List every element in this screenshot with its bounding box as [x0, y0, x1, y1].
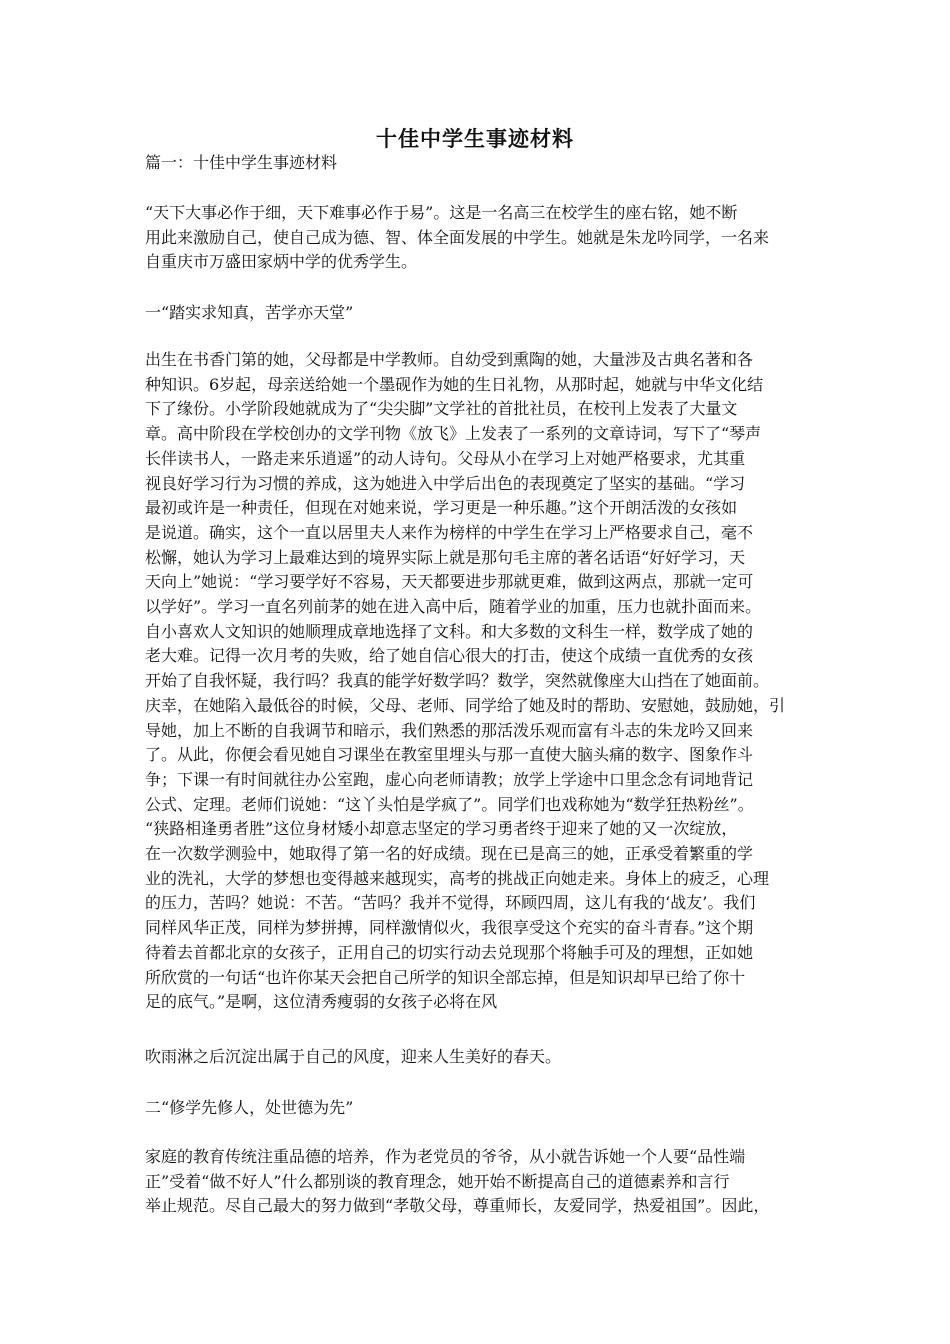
section-heading-2	[145, 1096, 815, 1121]
text-line: 了。从此，你便会看见她自习课坐在教室里埋头与那一直使大脑头痛的数字、图象作斗	[145, 745, 754, 765]
text-line: 家庭的教育传统注重品德的培养，作为老党员的爷爷，从小就告诉她一个人要“品性端	[145, 1147, 746, 1166]
section-heading-text: 二“修学先修人，处世德为先”	[145, 1098, 354, 1117]
text-line: 庆幸，在她陷入最低谷的时候，父母、老师、同学给了她及时的帮助、安慰她，鼓励她，引	[145, 695, 786, 715]
text-line: 同样风华正茂，同样为梦拼搏，同样激情似火，我很享受这个充实的奋斗青春。”这个期	[145, 918, 754, 938]
text-line: 导她，加上不断的自我调节和暗示，我们熟悉的那活泼乐观而富有斗志的朱龙吟又回来	[145, 720, 754, 740]
paragraph-1	[145, 348, 815, 1015]
text-line: 举止规范。尽自己最大的努力做到“孝敬父母，尊重师长，友爱同学，热爱祖国”。因此，	[145, 1196, 770, 1216]
document-title: 十佳中学生事迹材料	[376, 126, 574, 151]
paragraph-2	[145, 1045, 815, 1070]
text-line: 所欣赏的一句话“也许你某天会把自己所学的知识全部忘掉，但是知识却早已给了你十	[145, 967, 746, 987]
text-line: 天向上”她说：“学习要学好不容易，天天都要进步那就更难，做到这两点，那就一定可	[145, 572, 754, 592]
text-line: 视良好学习行为习惯的养成，这为她进入中学后出色的表现奠定了坚实的基础。“学习	[145, 473, 746, 493]
text-line: 用此来激励自己，使自己成为德、智、体全面发展的中学生。她就是朱龙吟同学，一名来	[145, 227, 770, 247]
text-line: 松懈，她认为学习上最难达到的境界实际上就是那句毛主席的著名话语“好好学习，天	[145, 547, 746, 567]
text-line: 在一次数学测验中，她取得了第一名的好成绩。现在已是高三的她，正承受着繁重的学	[145, 844, 754, 864]
text-line: 开始了自我怀疑，我行吗？我真的能学好数学吗？数学，突然就像座大山挡在了她面前。	[145, 671, 770, 691]
text-line: “天下大事必作于细，天下难事必作于易”。这是一名高三在校学生的座右铭，她不断	[145, 203, 738, 222]
paragraph-3	[145, 1145, 815, 1219]
text-line: 待着去首都北京的女孩子，正用自己的切实行动去兑现那个将触手可及的理想，正如她	[145, 942, 754, 962]
text-line: 正”受着“做不好人”什么都别谈的教育理念，她开始不断提高自己的道德素养和言行	[145, 1171, 730, 1191]
text-line: 足的底气。”是啊，这位清秀瘦弱的女孩子必将在风	[145, 992, 498, 1012]
text-line: 长伴读书人，一路走来乐逍遥”的动人诗句。父母从小在学习上对她严格要求，尤其重	[145, 448, 746, 468]
text-line: 以学好”。学习一直名列前茅的她在进入高中后，随着学业的加重，压力也就扑面而来。	[145, 597, 762, 617]
text-line: “狭路相逢勇者胜”这位身材矮小却意志坚定的学习勇者终于迎来了她的又一次绽放，	[145, 819, 738, 839]
text-line: 是说道。确实，这个一直以居里夫人来作为榜样的中学生在学习上严格要求自己，毫不	[145, 522, 754, 542]
text-line: 公式、定理。老师们说她：“这丫头怕是学疯了”。同学们也戏称她为“数学狂热粉丝”。	[145, 794, 754, 814]
paragraph-intro	[145, 201, 815, 275]
text-line: 种知识。6岁起，母亲送给她一个墨砚作为她的生日礼物，从那时起，她就与中华文化结	[145, 374, 764, 394]
text-line: 自重庆市万盛田家炳中学的优秀学生。	[145, 252, 418, 272]
section-heading-1	[145, 301, 815, 326]
text-line: 出生在书香门第的她，父母都是中学教师。自幼受到熏陶的她，大量涉及古典名著和各	[145, 350, 754, 369]
section-heading-text: 一“踏实求知真，苦学亦天堂”	[145, 303, 354, 322]
text-line: 老大难。记得一次月考的失败，给了她自信心很大的打击，使这个成绩一直优秀的女孩	[145, 646, 754, 666]
text-line: 争；下课一有时间就往办公室跑，虚心向老师请教；放学上学途中口里念念有词地背记	[145, 769, 754, 789]
text-line: 的压力，苦吗？她说：不苦。“苦吗？我并不觉得，环顾四周，这儿有我的‘战友’。我们	[145, 893, 756, 913]
text-line: 吹雨淋之后沉淀出属于自己的风度，迎来人生美好的春天。	[145, 1047, 562, 1066]
text-line: 下了缘份。小学阶段她就成为了“尖尖脚”文学社的首批社员，在校刊上发表了大量文	[145, 399, 738, 419]
document-subtitle: 篇一：十佳中学生事迹材料	[145, 153, 338, 172]
text-line: 章。高中阶段在学校创办的文学刊物《放飞》上发表了一系列的文章诗词，写下了“琴声	[145, 424, 762, 444]
text-line: 最初或许是一种责任，但现在对她来说，学习更是一种乐趣。”这个开朗活泼的女孩如	[145, 498, 738, 518]
text-line: 自小喜欢人文知识的她顺理成章地选择了文科。和大多数的文科生一样，数学成了她的	[145, 621, 754, 641]
text-line: 业的洗礼，大学的梦想也变得越来越现实，高考的挑战正向她走来。身体上的疲乏，心理	[145, 868, 770, 888]
